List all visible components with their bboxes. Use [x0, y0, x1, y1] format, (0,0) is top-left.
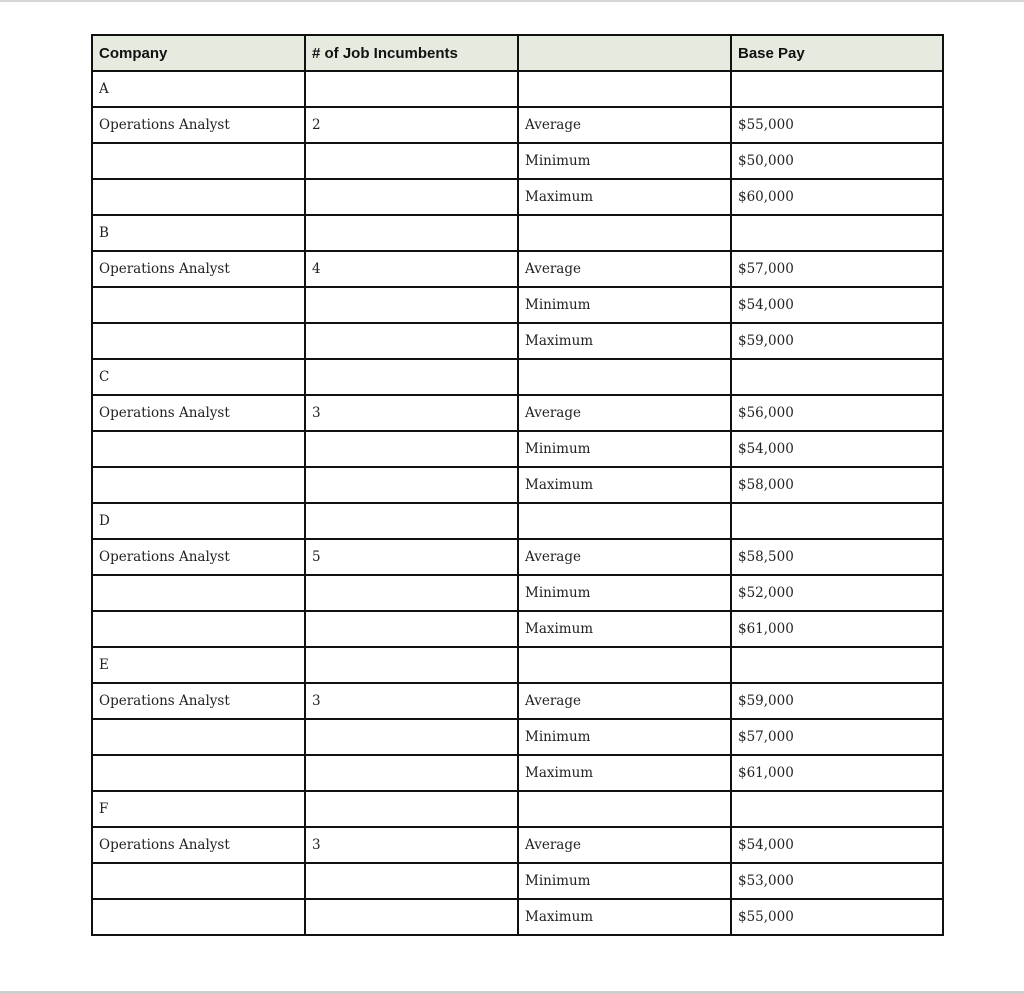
statistic-cell: [518, 647, 731, 683]
table-row: [92, 143, 943, 179]
table-row: [92, 611, 943, 647]
base-pay-cell: $54,000: [731, 431, 943, 467]
statistic-cell: Minimum: [518, 431, 731, 467]
table-row: [92, 827, 943, 863]
company-cell: [92, 719, 305, 755]
base-pay-cell: $53,000: [731, 863, 943, 899]
table-row: [92, 575, 943, 611]
base-pay-cell: [731, 71, 943, 107]
statistic-cell: [518, 71, 731, 107]
table-row: [92, 71, 943, 107]
job-incumbents-cell: 3: [305, 395, 518, 431]
base-pay-cell: $57,000: [731, 719, 943, 755]
table-body: [92, 71, 943, 935]
statistic-cell: Minimum: [518, 287, 731, 323]
statistic-cell: Maximum: [518, 467, 731, 503]
top-divider: [0, 0, 1024, 2]
company-cell: [92, 899, 305, 935]
table-row: [92, 791, 943, 827]
base-pay-table: [91, 34, 944, 936]
base-pay-cell: $60,000: [731, 179, 943, 215]
job-incumbents-cell: [305, 719, 518, 755]
company-cell: Operations Analyst: [92, 539, 305, 575]
statistic-cell: Average: [518, 683, 731, 719]
header-base-pay: Base Pay: [731, 35, 943, 71]
company-cell: [92, 755, 305, 791]
company-cell: A: [92, 71, 305, 107]
statistic-cell: Maximum: [518, 323, 731, 359]
job-incumbents-cell: [305, 323, 518, 359]
table-row: [92, 107, 943, 143]
base-pay-cell: [731, 503, 943, 539]
company-cell: B: [92, 215, 305, 251]
statistic-cell: Average: [518, 107, 731, 143]
company-cell: [92, 575, 305, 611]
base-pay-cell: $58,500: [731, 539, 943, 575]
table-row: [92, 503, 943, 539]
company-cell: [92, 143, 305, 179]
company-cell: [92, 611, 305, 647]
base-pay-cell: $50,000: [731, 143, 943, 179]
job-incumbents-cell: 3: [305, 683, 518, 719]
company-cell: F: [92, 791, 305, 827]
table-row: [92, 251, 943, 287]
company-cell: Operations Analyst: [92, 683, 305, 719]
job-incumbents-cell: [305, 755, 518, 791]
company-cell: Operations Analyst: [92, 251, 305, 287]
table-row: [92, 755, 943, 791]
table-row: [92, 467, 943, 503]
statistic-cell: Average: [518, 827, 731, 863]
table-row: [92, 431, 943, 467]
base-pay-cell: [731, 647, 943, 683]
job-incumbents-cell: [305, 215, 518, 251]
company-cell: D: [92, 503, 305, 539]
statistic-cell: [518, 215, 731, 251]
statistic-cell: Maximum: [518, 179, 731, 215]
job-incumbents-cell: [305, 611, 518, 647]
job-incumbents-cell: 3: [305, 827, 518, 863]
job-incumbents-cell: [305, 647, 518, 683]
job-incumbents-cell: [305, 287, 518, 323]
company-cell: [92, 287, 305, 323]
company-cell: Operations Analyst: [92, 395, 305, 431]
job-incumbents-cell: [305, 575, 518, 611]
base-pay-cell: $54,000: [731, 287, 943, 323]
job-incumbents-cell: 4: [305, 251, 518, 287]
table-row: [92, 899, 943, 935]
company-cell: E: [92, 647, 305, 683]
table-row: [92, 539, 943, 575]
company-cell: [92, 431, 305, 467]
base-pay-cell: [731, 359, 943, 395]
company-cell: Operations Analyst: [92, 107, 305, 143]
job-incumbents-cell: [305, 359, 518, 395]
company-cell: [92, 323, 305, 359]
base-pay-cell: $61,000: [731, 611, 943, 647]
company-cell: C: [92, 359, 305, 395]
table-row: [92, 287, 943, 323]
statistic-cell: [518, 359, 731, 395]
table-row: [92, 179, 943, 215]
job-incumbents-cell: [305, 143, 518, 179]
job-incumbents-cell: [305, 431, 518, 467]
base-pay-cell: [731, 215, 943, 251]
statistic-cell: Maximum: [518, 899, 731, 935]
job-incumbents-cell: 2: [305, 107, 518, 143]
table-row: [92, 863, 943, 899]
job-incumbents-cell: 5: [305, 539, 518, 575]
header-company: Company: [92, 35, 305, 71]
table-row: [92, 215, 943, 251]
base-pay-cell: $59,000: [731, 683, 943, 719]
header-job-incumbents: # of Job Incumbents: [305, 35, 518, 71]
header-statistic: [518, 35, 731, 71]
base-pay-cell: $57,000: [731, 251, 943, 287]
table-row: [92, 323, 943, 359]
table-row: [92, 683, 943, 719]
company-cell: [92, 467, 305, 503]
table-header-row: [92, 35, 943, 71]
job-incumbents-cell: [305, 467, 518, 503]
table-row: [92, 647, 943, 683]
base-pay-cell: $59,000: [731, 323, 943, 359]
statistic-cell: Average: [518, 539, 731, 575]
job-incumbents-cell: [305, 863, 518, 899]
job-incumbents-cell: [305, 791, 518, 827]
statistic-cell: [518, 791, 731, 827]
base-pay-cell: $56,000: [731, 395, 943, 431]
base-pay-cell: $55,000: [731, 107, 943, 143]
statistic-cell: Maximum: [518, 755, 731, 791]
table-row: [92, 395, 943, 431]
statistic-cell: Maximum: [518, 611, 731, 647]
table-row: [92, 719, 943, 755]
statistic-cell: Average: [518, 395, 731, 431]
base-pay-cell: $58,000: [731, 467, 943, 503]
base-pay-cell: [731, 791, 943, 827]
job-incumbents-cell: [305, 503, 518, 539]
base-pay-cell: $52,000: [731, 575, 943, 611]
statistic-cell: Average: [518, 251, 731, 287]
statistic-cell: Minimum: [518, 575, 731, 611]
statistic-cell: Minimum: [518, 143, 731, 179]
base-pay-cell: $61,000: [731, 755, 943, 791]
company-cell: Operations Analyst: [92, 827, 305, 863]
statistic-cell: [518, 503, 731, 539]
table-row: [92, 359, 943, 395]
base-pay-cell: $54,000: [731, 827, 943, 863]
statistic-cell: Minimum: [518, 863, 731, 899]
job-incumbents-cell: [305, 71, 518, 107]
job-incumbents-cell: [305, 899, 518, 935]
company-cell: [92, 863, 305, 899]
base-pay-cell: $55,000: [731, 899, 943, 935]
statistic-cell: Minimum: [518, 719, 731, 755]
company-cell: [92, 179, 305, 215]
job-incumbents-cell: [305, 179, 518, 215]
